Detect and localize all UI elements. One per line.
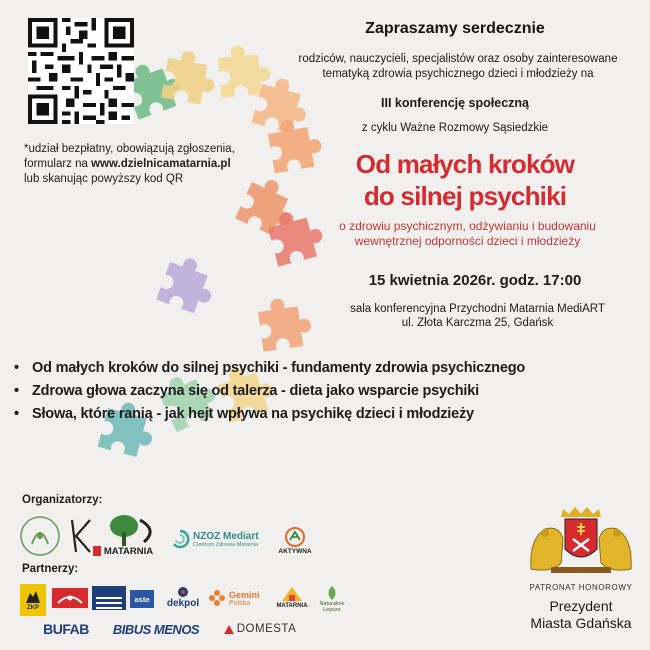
- partners-label: Partnerzy:: [22, 563, 79, 575]
- partner-logo-aste: [130, 590, 154, 608]
- zkp-text: ZKP: [27, 605, 39, 611]
- puzzle-piece-orange: [257, 294, 314, 351]
- subtitle-line2: wewnętrznej odporności dzieci i młodzieży: [354, 234, 581, 248]
- conference-title: III konferencję społeczną: [381, 96, 529, 110]
- patronage-line1: Prezydent: [549, 598, 613, 614]
- aktywna-text: AKTYWNA: [278, 547, 312, 555]
- audience-line1: rodziców, nauczycieli, specjalistów oraz osoby zainteresowane: [298, 53, 618, 65]
- partner-logo-naturalnie: [312, 582, 352, 616]
- matarnia-partner-text: MATARNIA: [276, 603, 308, 609]
- topic-text: Od małych kroków do silnej psychiki - fundamenty zdrowia psychicznego: [32, 360, 526, 376]
- gemini-sub: Polska: [229, 599, 251, 607]
- nzoz-title: NZOZ Mediart: [193, 530, 259, 542]
- gdansk-coat-of-arms-icon: [525, 505, 637, 577]
- subtitle-line1: o zdrowiu psychicznym, odżywianiu i budowaniu: [339, 219, 596, 233]
- matarnia-house-icon: [280, 585, 304, 603]
- lines-icon: [96, 597, 122, 599]
- subtitle: [320, 219, 615, 249]
- organizer-logo-tree-icon: [102, 512, 160, 548]
- audience-line2: tematyką zdrowia psychicznego dzieci i młodzieży na: [322, 68, 594, 80]
- invitation-audience: [288, 52, 628, 82]
- topic-item: [14, 357, 634, 380]
- triangle-icon: [224, 625, 234, 634]
- patronage-line2: Miasta Gdańska: [530, 615, 632, 631]
- naturalnie-line2: Lepsze: [323, 607, 341, 613]
- registration-note-line3: lub skanując powyższy kod QR: [24, 173, 184, 185]
- partner-logo-blue-box: [92, 586, 126, 610]
- bullet: •: [14, 406, 19, 422]
- naturalnie-line1: Naturalnie: [319, 601, 345, 607]
- registration-url-link[interactable]: www.dzielnicamatarnia.pl: [91, 158, 231, 170]
- venue-line2: ul. Złota Karczma 25, Gdańsk: [401, 317, 554, 329]
- organizer-logo-circle-icon: [18, 514, 62, 558]
- puzzle-piece-purple: [156, 252, 221, 317]
- partner-logo-domesta: [210, 622, 310, 636]
- topic-text: Słowa, które ranią - jak hejt wpływa na psychikę dzieci i młodzieży: [32, 406, 474, 422]
- griffin-icon: [24, 589, 42, 605]
- nzoz-sub: Centrum Zdrowia Matarnia: [193, 541, 259, 548]
- aste-text: aste: [134, 594, 150, 604]
- bufab-text: BUFAB: [43, 621, 89, 637]
- registration-note-prefix: formularz na: [24, 158, 92, 170]
- organizer-logo-nzoz: [170, 526, 266, 552]
- registration-note-line2: [24, 157, 239, 172]
- conference-series: z cyklu Ważne Rozmowy Sąsiedzkie: [361, 122, 549, 134]
- naturalnie-text: [319, 601, 344, 613]
- headline-line2: do silnej psychiki: [363, 181, 567, 211]
- domesta-text: DOMESTA: [236, 623, 297, 635]
- bullet: •: [14, 383, 19, 399]
- dekpol-mark-icon: [176, 586, 190, 598]
- topic-text: Zdrowa głowa zaczyna się od talerza - dieta jako wsparcie psychiki: [32, 383, 479, 399]
- partner-logo-gemini: [208, 584, 268, 612]
- topic-item: [14, 403, 634, 426]
- organizer-logo-k-icon: [66, 516, 94, 556]
- bullet: •: [14, 360, 19, 376]
- dekpol-text: dekpol: [166, 597, 200, 609]
- leaf-icon: [324, 585, 340, 601]
- aktywna-figure-icon: [284, 526, 306, 548]
- gemini-text: Gemini: [229, 589, 260, 600]
- organizer-logo-matarnia: [92, 544, 154, 558]
- partner-logo-dekpol: [160, 584, 206, 610]
- nzoz-swirl-icon: [170, 529, 190, 549]
- partner-logo-zkp: [20, 584, 46, 616]
- venue-line1: sala konferencyjna Przychodni Matarnia MediART: [350, 303, 605, 315]
- topic-item: [14, 380, 634, 403]
- matarnia-logo-text: MATARNIA: [103, 545, 154, 557]
- partner-logo-red-crest: [52, 588, 88, 608]
- patronage-name: [520, 598, 642, 632]
- organizers-label: Organizatorzy:: [22, 494, 103, 506]
- headline: [320, 148, 610, 212]
- organizer-logo-aktywna: [272, 522, 318, 558]
- venue: [325, 302, 630, 330]
- registration-note-line1: *udział bezpłatny, obowiązują zgłoszenia,: [24, 143, 235, 155]
- partner-logo-bibus: [108, 621, 204, 637]
- qr-code[interactable]: [28, 18, 134, 124]
- topics-list: [14, 357, 634, 426]
- patronage-label: PATRONAT HONOROWY: [529, 583, 633, 592]
- gemini-flower-icon: [208, 589, 226, 607]
- partner-logo-matarnia: [272, 580, 312, 614]
- event-date: 15 kwietnia 2026r. godz. 17:00: [368, 272, 582, 289]
- bibus-text: BIBUS MENOS: [112, 621, 200, 637]
- partner-logo-bufab: [34, 621, 98, 637]
- puzzle-piece-yellow: [161, 48, 220, 107]
- headline-line1: Od małych kroków: [355, 149, 575, 179]
- invitation-title: Zapraszamy serdecznie: [365, 20, 545, 37]
- shield-icon: [93, 546, 101, 556]
- crest-icon: [56, 591, 84, 605]
- registration-note: [24, 142, 239, 187]
